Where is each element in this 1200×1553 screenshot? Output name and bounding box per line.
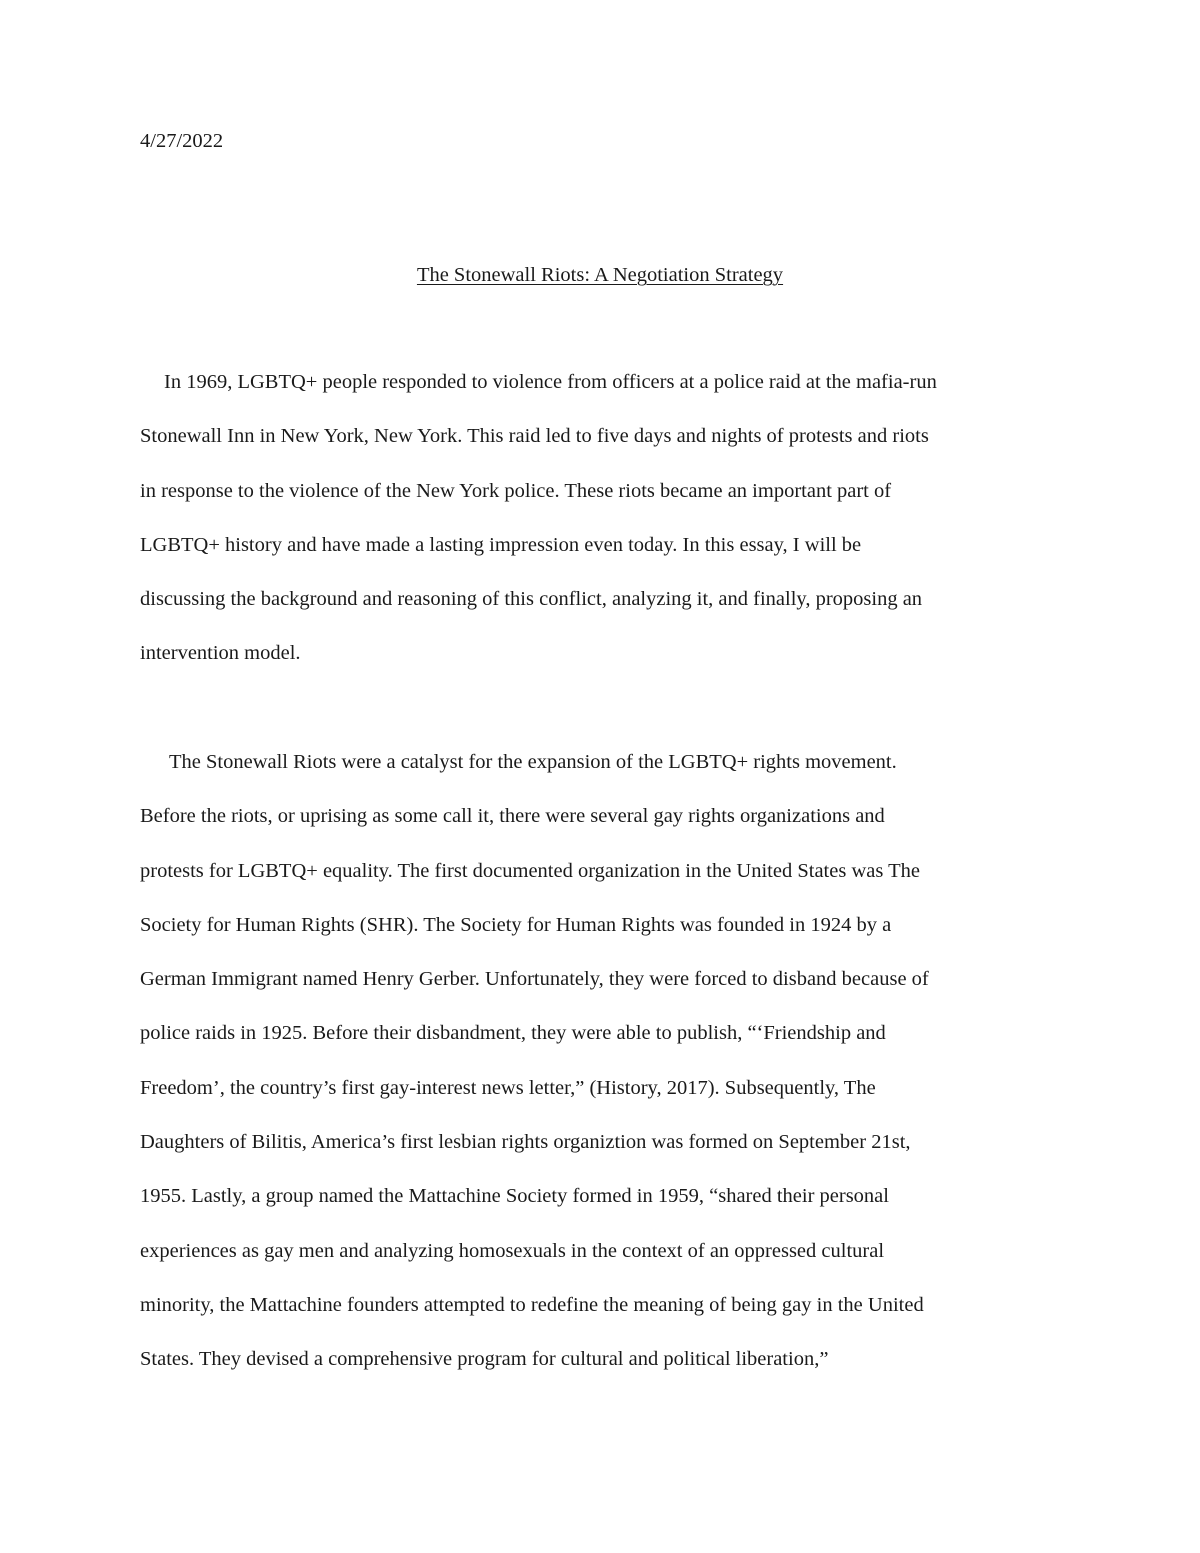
paragraph-line: minority, the Mattachine founders attempted to redefine the meaning of being gay in the United bbox=[140, 1293, 924, 1316]
paragraph-line: States. They devised a comprehensive program for cultural and political liberation,” bbox=[140, 1348, 829, 1371]
paragraph-line: protests for LGBTQ+ equality. The first documented organization in the United States was The bbox=[140, 859, 920, 882]
paragraph-line: Before the riots, or uprising as some call it, there were several gay rights organizations and bbox=[140, 805, 885, 828]
paragraph-line: in response to the violence of the New York police. These riots became an important part of bbox=[140, 479, 892, 502]
paragraph-line: Freedom’, the country’s first gay-interest news letter,” (History, 2017). Subsequently, The bbox=[140, 1076, 876, 1099]
paragraph-line: The Stonewall Riots were a catalyst for the expansion of the LGBTQ+ rights movement. bbox=[169, 751, 897, 773]
paragraph-line: discussing the background and reasoning of this conflict, analyzing it, and finally, proposing an bbox=[140, 588, 923, 611]
paragraph-line: police raids in 1925. Before their disbandment, they were able to publish, “‘Friendship and bbox=[140, 1022, 886, 1045]
paragraph-line: In 1969, LGBTQ+ people responded to violence from officers at a police raid at the mafia-run bbox=[164, 371, 937, 393]
paragraph-line: intervention model. bbox=[140, 642, 301, 665]
paragraph-line: Daughters of Bilitis, America’s first lesbian rights organiztion was formed on September 21st, bbox=[140, 1131, 911, 1154]
paragraph-line: experiences as gay men and analyzing homosexuals in the context of an oppressed cultural bbox=[140, 1239, 885, 1262]
paragraph-line: Society for Human Rights (SHR). The Society for Human Rights was founded in 1924 by a bbox=[140, 913, 892, 936]
paragraph-line: Stonewall Inn in New York, New York. This raid led to five days and nights of protests and riots bbox=[140, 425, 929, 448]
document-date: 4/27/2022 bbox=[140, 130, 224, 152]
paragraph-line: 1955. Lastly, a group named the Mattachine Society formed in 1959, “shared their personal bbox=[140, 1185, 889, 1208]
paragraph-line: German Immigrant named Henry Gerber. Unfortunately, they were forced to disband because of bbox=[140, 968, 929, 991]
paragraph-intro bbox=[140, 355, 1070, 681]
document-title bbox=[0, 262, 1200, 288]
document-title-text: The Stonewall Riots: A Negotiation Strategy bbox=[416, 264, 784, 286]
paragraph-line: LGBTQ+ history and have made a lasting impression even today. In this essay, I will be bbox=[140, 533, 862, 556]
paragraph-background bbox=[140, 735, 1070, 1387]
